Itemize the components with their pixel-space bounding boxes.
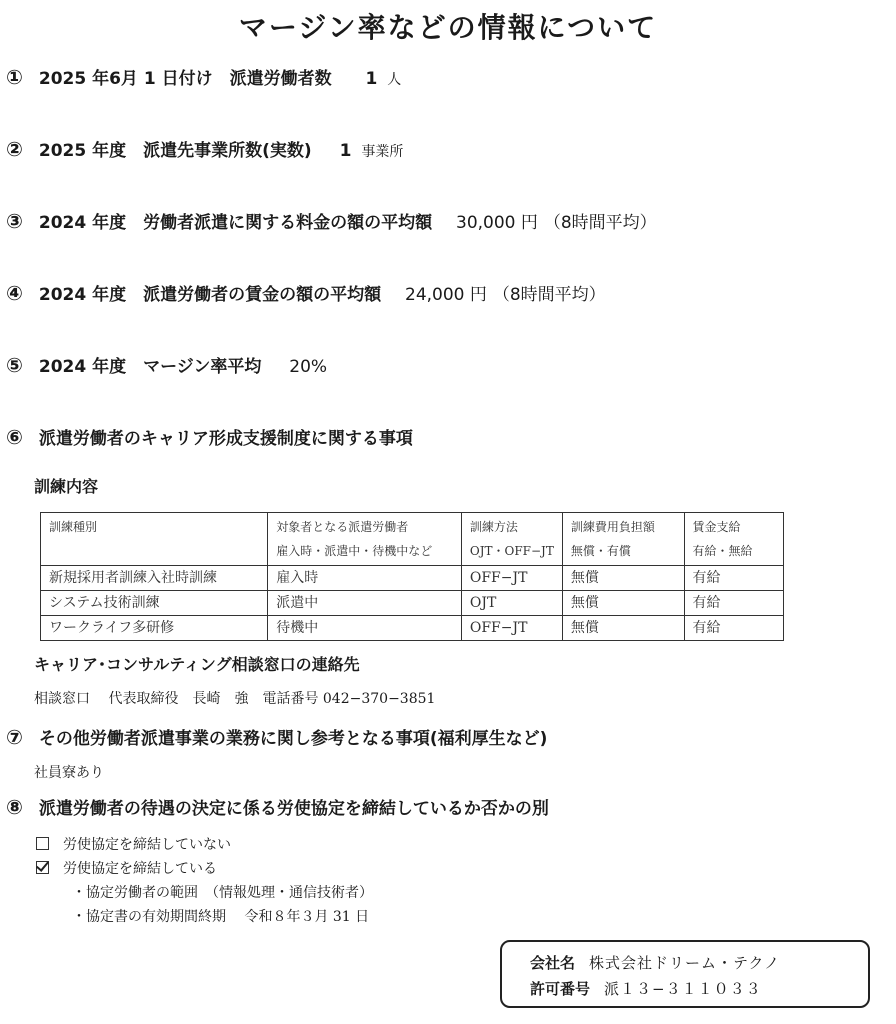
- consult-heading: キャリア･コンサルティング相談窓口の連絡先: [34, 655, 360, 674]
- cell-cost: 無償: [562, 591, 684, 616]
- agreement-option-concluded: [36, 858, 217, 878]
- item-note: （8時間平均）: [492, 285, 606, 305]
- cell-wage: 有給: [684, 591, 783, 616]
- welfare-text: 社員寮あり: [34, 765, 104, 781]
- item-average-wage: [6, 280, 606, 305]
- item-welfare: [6, 724, 547, 749]
- item-client-offices: [6, 136, 403, 161]
- item-value: 20%: [289, 357, 328, 377]
- cell-method: OFF−JT: [461, 566, 562, 591]
- item-number: ⑤: [6, 353, 23, 377]
- item-average-fee: [6, 208, 657, 233]
- item-unit: 事業所: [361, 144, 404, 160]
- item-labor-agreement: [6, 794, 549, 819]
- header-cost: 訓練費用負担額 無償・有償: [562, 513, 684, 566]
- item-number: ①: [6, 65, 23, 89]
- cell-target: 待機中: [268, 616, 462, 641]
- page-title: マージン率などの情報について: [238, 11, 658, 44]
- table-row: [41, 591, 784, 616]
- item-value: 24,000 円: [405, 285, 487, 305]
- item-note: （8時間平均）: [543, 213, 657, 233]
- company-name-label: 会社名: [530, 954, 576, 972]
- item-label: 2025 年度 派遣先事業所数(実数): [38, 141, 312, 161]
- cell-cost: 無償: [562, 566, 684, 591]
- item-label: 2025 年6月 1 日付け 派遣労働者数: [38, 69, 332, 89]
- checked-checkbox[interactable]: [36, 861, 49, 874]
- consult-contact: 相談窓口 代表取締役 長崎 強 電話番号 042−370−3851: [34, 691, 436, 707]
- item-unit: 人: [387, 72, 402, 88]
- item-margin-rate: [6, 352, 327, 377]
- option-label: 労使協定を締結していない: [63, 837, 231, 853]
- item-number: ⑦: [6, 725, 23, 749]
- item-label: 派遣労働者のキャリア形成支援制度に関する事項: [38, 429, 413, 449]
- company-info-box: [500, 940, 870, 1008]
- cell-training-type: ワークライフ多研修: [41, 616, 268, 641]
- item-number: ⑥: [6, 425, 23, 449]
- company-name: 株式会社ドリーム・テクノ: [589, 954, 781, 972]
- company-name-line: [530, 952, 780, 973]
- item-number: ⑧: [6, 795, 23, 819]
- cell-target: 雇入時: [268, 566, 462, 591]
- item-number: ②: [6, 137, 23, 161]
- training-heading: 訓練内容: [34, 477, 99, 496]
- item-value: 1: [339, 141, 352, 161]
- item-label: 2024 年度 派遣労働者の賃金の額の平均額: [38, 285, 382, 305]
- training-table: [40, 512, 784, 641]
- cell-training-type: システム技術訓練: [41, 591, 268, 616]
- item-value: 1: [365, 69, 378, 89]
- table-header-row: [41, 513, 784, 566]
- item-dispatch-workers: [6, 64, 401, 89]
- cell-cost: 無償: [562, 616, 684, 641]
- item-number: ④: [6, 281, 23, 305]
- item-label: 派遣労働者の待遇の決定に係る労使協定を締結しているか否かの別: [38, 799, 549, 819]
- header-method: 訓練方法 OJT・OFF−JT: [461, 513, 562, 566]
- permit-number-label: 許可番号: [530, 980, 591, 998]
- agreement-option-not-concluded: [36, 834, 231, 854]
- cell-training-type: 新規採用者訓練入社時訓練: [41, 566, 268, 591]
- header-wage: 賃金支給 有給・無給: [684, 513, 783, 566]
- cell-method: OJT: [461, 591, 562, 616]
- permit-number: 派１３−３１１０３３: [604, 980, 762, 998]
- agreement-expiry: ・協定書の有効期間終期 令和８年３月 31 日: [72, 909, 370, 925]
- permit-number-line: [530, 978, 762, 999]
- cell-target: 派遣中: [268, 591, 462, 616]
- table-row: [41, 616, 784, 641]
- header-target-workers: 対象者となる派遣労働者 雇入時・派遣中・待機中など: [268, 513, 462, 566]
- item-label: 2024 年度 労働者派遣に関する料金の額の平均額: [38, 213, 433, 233]
- agreement-scope: ・協定労働者の範囲 （情報処理・通信技術者）: [72, 885, 373, 901]
- item-label: その他労働者派遣事業の業務に関し参考となる事項(福利厚生など): [38, 729, 548, 749]
- header-training-type: 訓練種別: [41, 513, 268, 566]
- item-career-support: [6, 424, 413, 449]
- option-label: 労使協定を締結している: [63, 861, 217, 877]
- item-value: 30,000 円: [456, 213, 538, 233]
- item-label: 2024 年度 マージン率平均: [38, 357, 262, 377]
- cell-wage: 有給: [684, 616, 783, 641]
- cell-method: OFF−JT: [461, 616, 562, 641]
- unchecked-checkbox[interactable]: [36, 837, 49, 850]
- table-row: [41, 566, 784, 591]
- item-number: ③: [6, 209, 23, 233]
- cell-wage: 有給: [684, 566, 783, 591]
